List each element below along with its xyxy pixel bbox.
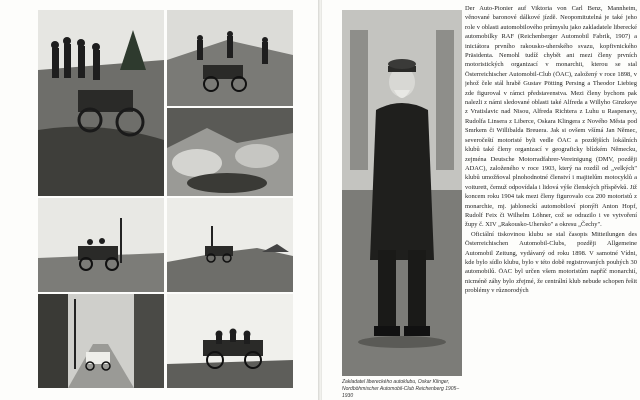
photo-car-on-hill — [167, 10, 293, 106]
paragraph-2: Oficiální tiskovinou klubu se stal časopis Mitteilungen des Österreichischen Automobil-Clubs, později Allgemeine Automobil Zeitung, vydávaný od roku 1898. V samotné Vídni, kde bylo sídlo klubu, bylo v této době registrovaných pouhých 30 automobilů. ÖAC byl určen všem motoristům napříč monarchií, nicméně záhy bylo zřejmé, že centrální klub nebude schopen řešit problémy v různorodých — [465, 230, 637, 295]
photo-caption: Zakladatel libereckého autoklubu, Oskar Klinger, Nordböhmischer Automobil-Club Reichenberg 1905–1930 — [342, 379, 460, 399]
photo-men-with-early-car — [38, 10, 164, 196]
photo-car-on-hilltop — [167, 198, 293, 292]
photo-rocks — [167, 108, 293, 196]
left-page — [0, 0, 318, 400]
right-page — [322, 0, 640, 400]
paragraph-1: Der Auto-Pionier auf Viktoria von Carl Benz, Mannheim, věnované baronové dálkové jízdě. Neopomitutelná je také jeho role v oblasti automobilového průmyslu jako zakladatele liberecké automobilky RAF (Reichenberger Automobil Fabrik, 1907) a iniciátora prvního rakousko-uherského svazu, kopfivnického Präsidenta. Nemohl tudíž chybět ani mezi členy prvních motoristických organizací v monarchii, kterou se stal Österreichischer Automobil-Club (ÖAC), založený v roce 1898, v jehož čele stál hrabě Gustav Pötting Persing a Theodor Liebieg zde figuroval v rámci představenstva. Mezi členy bychom pak nalezli z námi sledované oblasti také Alfreda a Willyho Ginzkeye z Vratislavic nad Nisou, Alfreda Richtera z Luhu u Raspenavy, Rudolfa Linsera z Liberce, Oskara Klingera z Nového Města pod Smrkem či Willibalda Breuera. Jak si ovšem všímá Jan Němec, severočeští motoristé byli vedle ÖAC a pozdějších lokálních klubů také členy organizací v geograficky blízkém Německu, zejména Deutsche Motorradfahrer-Vereinigung (DMV, později ADAC), založeného v roce 1903, který na rozdíl od „velkých" klubů umožňoval plnohodnotné členství i majitelům motocyklů a voiturett, čemuž odpovídala i lidová výše členských příspěvků. Již koncem roku 1904 tak mezi členy figurovalo cca 200 motoristů z monarchie, mj. jabloneckí automobiloví pionýři Anton Hopf, Rudolf Feix či Wilhelm Löhner, což se odrazilo i ve vytvoření župy č. XIV „Rakousko-Uhersko" a okresu „Čechy". — [465, 5, 637, 229]
photo-road-in-woods — [38, 294, 164, 388]
photo-car-on-road — [38, 198, 164, 292]
photo-portrait-oskar-klinger — [342, 10, 462, 376]
photo-car-with-passengers — [167, 294, 293, 388]
body-text — [465, 4, 637, 398]
